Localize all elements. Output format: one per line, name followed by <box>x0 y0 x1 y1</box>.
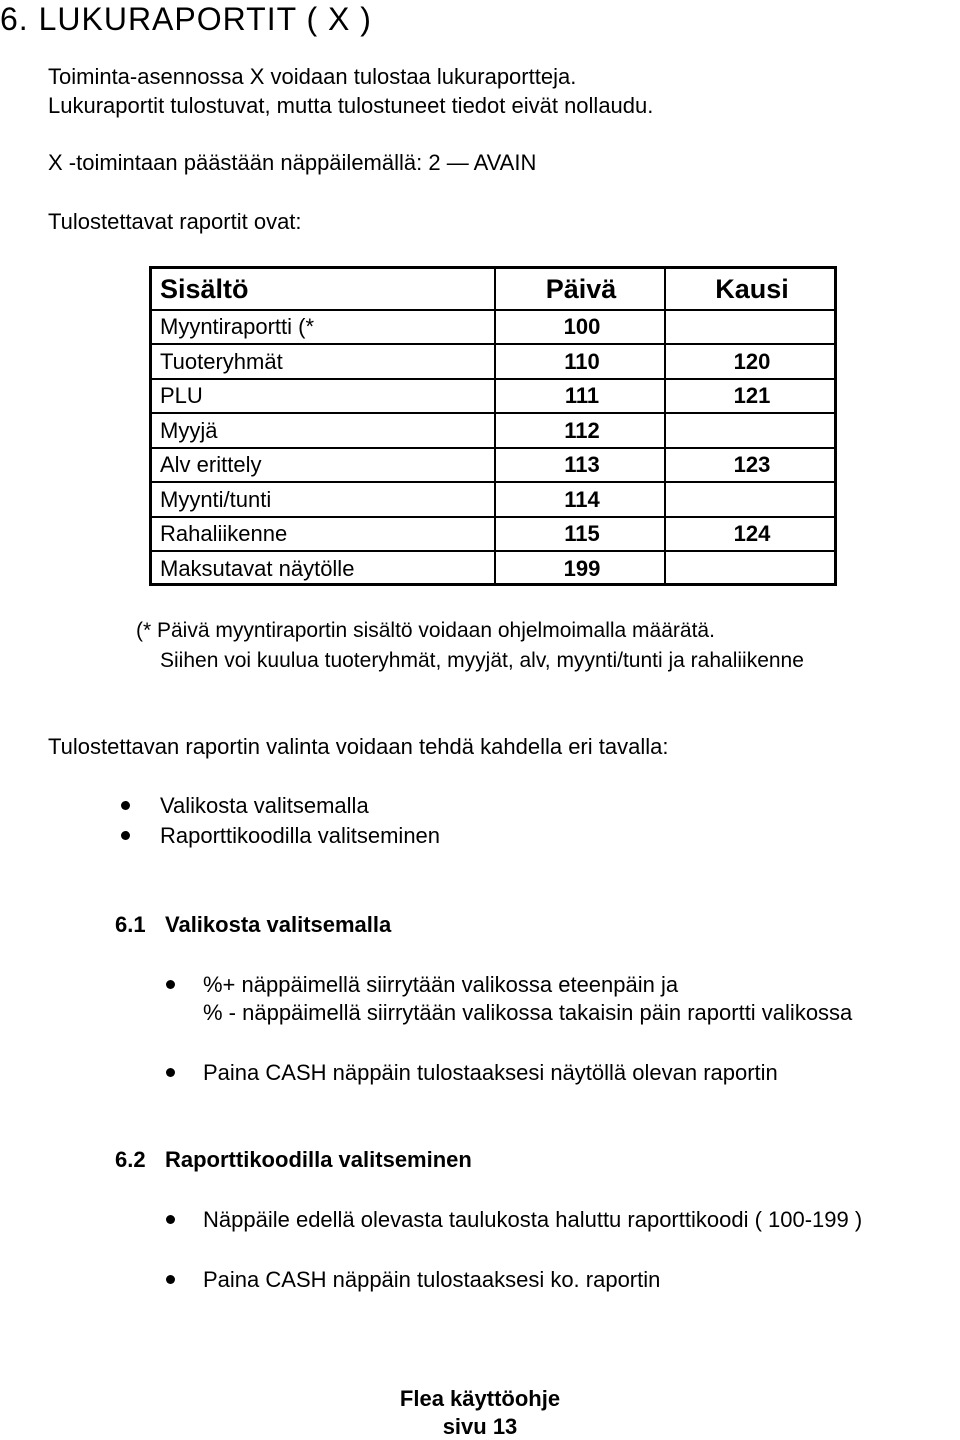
table-row-rule <box>152 516 834 518</box>
table-row-day: 100 <box>563 314 601 339</box>
table-row-rule <box>152 343 834 345</box>
table-row-period: 120 <box>733 349 771 374</box>
intro-line-1: Toiminta-asennossa X voidaan tulostaa lukuraportteja. <box>48 64 577 89</box>
table-header-rule <box>152 309 834 311</box>
table-row-rule <box>152 481 834 483</box>
section-6-2-title: Raporttikoodilla valitseminen <box>165 1147 472 1172</box>
section-6-1-bullet-2: Paina CASH näppäin tulostaaksesi näytöllä olevan raportin <box>203 1060 778 1085</box>
table-row-rule <box>152 412 834 414</box>
table-row-period: 121 <box>733 383 771 408</box>
section-6-2-bullet-2: Paina CASH näppäin tulostaaksesi ko. raportin <box>203 1267 661 1292</box>
table-row-label: Myyjä <box>160 418 218 443</box>
selection-option-menu: Valikosta valitsemalla <box>160 793 369 818</box>
table-row-label: PLU <box>160 383 203 408</box>
table-row-day: 113 <box>564 452 600 477</box>
table-footnote-line-2: Siihen voi kuulua tuoteryhmät, myyjät, alv, myynti/tunti ja rahaliikenne <box>160 649 804 672</box>
bullet-icon <box>166 1215 175 1224</box>
bullet-icon <box>166 980 175 989</box>
table-row-label: Myyntiraportti (* <box>160 314 315 339</box>
table-row-rule <box>152 550 834 552</box>
table-row-period: 123 <box>733 452 771 477</box>
table-row-day: 112 <box>564 418 600 443</box>
table-row-label: Alv erittely <box>160 452 262 477</box>
table-row-day: 111 <box>564 383 600 408</box>
intro-line-3: X -toimintaan päästään näppäilemällä: 2 — AVAIN <box>48 150 537 175</box>
footer-title: Flea käyttöohje <box>399 1386 561 1411</box>
table-row-label: Rahaliikenne <box>160 521 288 546</box>
section-6-1-bullet-1-line-2: % - näppäimellä siirrytään valikossa takaisin päin raportti valikossa <box>203 1000 853 1025</box>
table-row-label: Myynti/tunti <box>160 487 272 512</box>
table-row-label: Maksutavat näytölle <box>160 556 355 581</box>
table-header-period: Kausi <box>715 274 789 304</box>
selection-intro: Tulostettavan raportin valinta voidaan tehdä kahdella eri tavalla: <box>48 734 669 759</box>
table-row-rule <box>152 447 834 449</box>
bullet-icon <box>121 831 130 840</box>
section-6-1-bullet-1-line-1: %+ näppäimellä siirrytään valikossa eteenpäin ja <box>203 972 679 997</box>
intro-line-4: Tulostettavat raportit ovat: <box>48 209 302 234</box>
table-row-rule <box>152 378 834 380</box>
table-row-label: Tuoteryhmät <box>160 349 283 374</box>
bullet-icon <box>121 801 130 810</box>
table-header-day: Päivä <box>545 274 617 304</box>
section-6-1-number: 6.1 <box>115 912 146 937</box>
table-row-day: 199 <box>563 556 601 581</box>
table-footnote-line-1: (* Päivä myyntiraportin sisältö voidaan ohjelmoimalla määrätä. <box>136 619 715 642</box>
table-row-period: 124 <box>733 521 771 546</box>
intro-line-2: Lukuraportit tulostuvat, mutta tulostuneet tiedot eivät nollaudu. <box>48 93 654 118</box>
section-6-1-title: Valikosta valitsemalla <box>165 912 392 937</box>
bullet-icon <box>166 1275 175 1284</box>
page-heading: 6. LUKURAPORTIT ( X ) <box>0 1 372 37</box>
table-header-content: Sisältö <box>160 274 249 304</box>
table-row-day: 115 <box>564 521 600 546</box>
table-row-day: 114 <box>564 487 600 512</box>
section-6-2-number: 6.2 <box>115 1147 146 1172</box>
section-6-2-bullet-1: Näppäile edellä olevasta taulukosta haluttu raporttikoodi ( 100-199 ) <box>203 1207 863 1232</box>
report-table <box>149 266 837 586</box>
footer-page-number: sivu 13 <box>442 1414 518 1439</box>
selection-option-code: Raporttikoodilla valitseminen <box>160 823 441 848</box>
table-row-day: 110 <box>564 349 600 374</box>
bullet-icon <box>166 1068 175 1077</box>
